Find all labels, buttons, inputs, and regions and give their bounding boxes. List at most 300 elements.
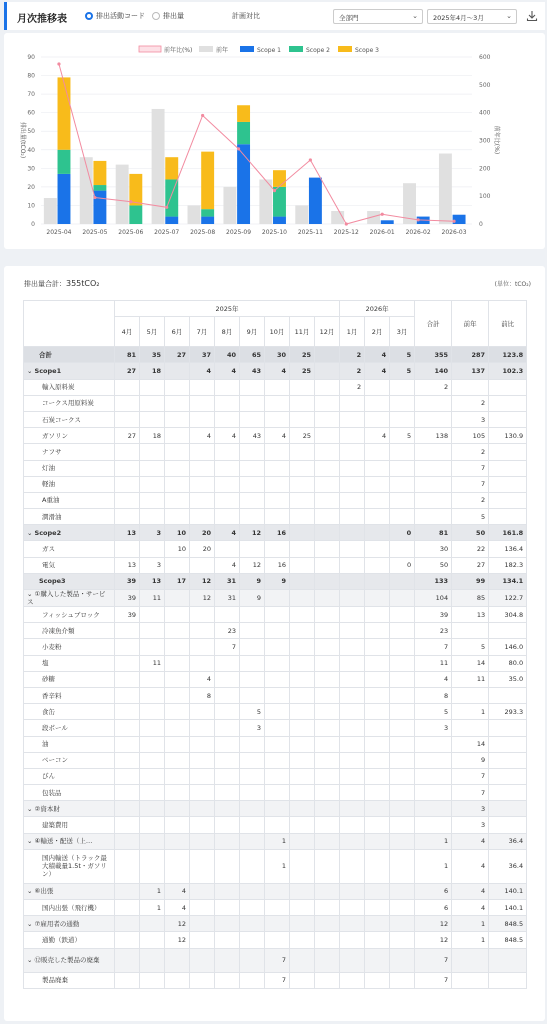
- bar-scope3: [237, 105, 250, 122]
- month-value-cell: [340, 752, 365, 768]
- month-value-cell: [340, 916, 365, 932]
- month-value-cell: [315, 460, 340, 476]
- table-row: [24, 573, 527, 589]
- month-value-cell: [140, 607, 165, 623]
- month-value-cell: [215, 849, 240, 883]
- month-value-cell: [390, 752, 415, 768]
- month-value-cell: [340, 509, 365, 525]
- month-value-cell: [340, 655, 365, 671]
- month-value-cell: [390, 900, 415, 916]
- prev-year-cell: [452, 948, 489, 972]
- x-tick-label: 2025-07: [154, 229, 180, 236]
- ratio-point: [417, 218, 420, 221]
- table-row[interactable]: [24, 883, 527, 899]
- prev-year-cell: 4: [452, 883, 489, 899]
- month-value-cell: [215, 671, 240, 687]
- month-value-cell: [365, 817, 390, 833]
- bar-scope2: [58, 150, 71, 174]
- month-value-cell: [240, 607, 265, 623]
- month-value-cell: [315, 525, 340, 541]
- table-row: [24, 379, 527, 395]
- month-value-cell: [290, 671, 315, 687]
- month-value-cell: [365, 972, 390, 988]
- month-value-cell: [290, 444, 315, 460]
- month-value-cell: 5: [390, 363, 415, 379]
- table-row[interactable]: [24, 916, 527, 932]
- month-value-cell: [115, 509, 140, 525]
- month-value-cell: [365, 948, 390, 972]
- month-value-cell: [340, 557, 365, 573]
- bar-scope1: [273, 217, 286, 224]
- month-value-cell: [190, 916, 215, 932]
- month-value-cell: [365, 801, 390, 817]
- ratio-cell: 122.7: [489, 590, 527, 607]
- total-value-cell: 138: [415, 428, 452, 444]
- month-value-cell: [365, 541, 390, 557]
- month-value-cell: [140, 752, 165, 768]
- month-value-cell: [340, 671, 365, 687]
- prev-year-cell: 4: [452, 900, 489, 916]
- radio-emission-amount[interactable]: [152, 11, 184, 21]
- month-value-cell: 9: [240, 573, 265, 589]
- month-value-cell: [190, 972, 215, 988]
- month-value-cell: [165, 395, 190, 411]
- prev-year-cell: 3: [452, 801, 489, 817]
- month-value-cell: [140, 801, 165, 817]
- month-value-cell: [115, 444, 140, 460]
- ratio-cell: [489, 460, 527, 476]
- chevron-down-icon[interactable]: ⌄: [27, 590, 35, 598]
- row-label: 香辛料: [42, 691, 62, 700]
- chevron-down-icon[interactable]: ⌄: [27, 837, 35, 846]
- month-value-cell: [215, 916, 240, 932]
- month-value-cell: [190, 623, 215, 639]
- total-value-cell: 3: [415, 720, 452, 736]
- row-label-cell: [24, 801, 115, 817]
- month-value-cell: [215, 541, 240, 557]
- month-value-cell: [190, 379, 215, 395]
- month-value-cell: [140, 687, 165, 703]
- month-value-cell: 4: [190, 428, 215, 444]
- month-value-cell: [240, 671, 265, 687]
- row-label: 段ボール: [42, 723, 68, 732]
- month-value-cell: 31: [215, 573, 240, 589]
- month-value-cell: [290, 476, 315, 492]
- table-row[interactable]: [24, 590, 527, 607]
- month-value-cell: [365, 655, 390, 671]
- month-value-cell: [240, 900, 265, 916]
- month-value-cell: [265, 932, 290, 948]
- month-value-cell: [315, 541, 340, 557]
- month-value-cell: [165, 972, 190, 988]
- month-value-cell: 20: [190, 525, 215, 541]
- month-value-cell: [265, 607, 290, 623]
- month-value-cell: [340, 639, 365, 655]
- chevron-down-icon: ⌄: [412, 12, 418, 20]
- ratio-cell: 136.4: [489, 541, 527, 557]
- x-tick-label: 2025-04: [46, 229, 72, 236]
- month-value-cell: [115, 932, 140, 948]
- header-ratio: 前比: [489, 301, 527, 347]
- month-value-cell: [215, 509, 240, 525]
- month-value-cell: [390, 883, 415, 899]
- table-card: [4, 266, 545, 1021]
- month-value-cell: [365, 785, 390, 801]
- header-month: 10月: [265, 317, 290, 347]
- ratio-cell: [489, 444, 527, 460]
- month-value-cell: [265, 379, 290, 395]
- bar-scope1: [201, 217, 214, 224]
- table-row: [24, 395, 527, 411]
- month-value-cell: [140, 932, 165, 948]
- bar-scope2: [201, 209, 214, 216]
- chevron-down-icon[interactable]: ⌄: [27, 956, 35, 965]
- total-value-cell: 39: [415, 607, 452, 623]
- month-value-cell: [315, 428, 340, 444]
- total-value-cell: 104: [415, 590, 452, 607]
- month-value-cell: 4: [165, 883, 190, 899]
- month-value-cell: [190, 639, 215, 655]
- department-select[interactable]: [333, 9, 423, 24]
- month-value-cell: [265, 704, 290, 720]
- month-value-cell: [390, 932, 415, 948]
- month-value-cell: [265, 460, 290, 476]
- month-value-cell: [315, 639, 340, 655]
- month-value-cell: 1: [265, 833, 290, 849]
- row-label: 冷凍魚介類: [42, 626, 75, 635]
- month-value-cell: [115, 671, 140, 687]
- header-blank: [24, 301, 115, 347]
- month-value-cell: [215, 687, 240, 703]
- month-value-cell: [240, 492, 265, 508]
- prev-year-cell: [452, 687, 489, 703]
- month-value-cell: [390, 833, 415, 849]
- month-value-cell: [265, 785, 290, 801]
- row-label: ⑥出張: [34, 887, 54, 896]
- month-value-cell: [115, 639, 140, 655]
- month-value-cell: [165, 752, 190, 768]
- month-value-cell: [290, 492, 315, 508]
- header-month: 6月: [165, 317, 190, 347]
- chevron-down-icon[interactable]: ⌄: [27, 804, 35, 813]
- page-title: 月次推移表: [17, 14, 67, 25]
- month-value-cell: [115, 720, 140, 736]
- month-value-cell: [340, 395, 365, 411]
- month-value-cell: [190, 557, 215, 573]
- y-tick-right: 300: [479, 137, 491, 145]
- row-label-cell: [24, 785, 115, 801]
- month-value-cell: 27: [115, 363, 140, 379]
- row-label-cell: [24, 817, 115, 833]
- month-value-cell: 12: [190, 590, 215, 607]
- month-value-cell: [290, 395, 315, 411]
- total-value-cell: [415, 768, 452, 784]
- table-row: [24, 411, 527, 427]
- prev-year-cell: 2: [452, 492, 489, 508]
- month-value-cell: 39: [115, 573, 140, 589]
- month-value-cell: [290, 720, 315, 736]
- month-value-cell: [265, 671, 290, 687]
- month-value-cell: [115, 476, 140, 492]
- bar-scope1: [309, 178, 322, 224]
- table-row: [24, 509, 527, 525]
- row-label: A重油: [42, 496, 60, 505]
- bar-scope1: [58, 174, 71, 224]
- month-value-cell: [315, 916, 340, 932]
- month-value-cell: 40: [215, 347, 240, 363]
- table-row[interactable]: [24, 525, 527, 541]
- bar-scope1: [237, 144, 250, 224]
- month-value-cell: [315, 752, 340, 768]
- month-value-cell: 10: [165, 525, 190, 541]
- month-value-cell: [315, 932, 340, 948]
- month-value-cell: [290, 883, 315, 899]
- month-value-cell: 3: [140, 557, 165, 573]
- month-value-cell: [365, 736, 390, 752]
- month-value-cell: [365, 444, 390, 460]
- monthly-chart: [4, 33, 545, 249]
- bar-prev-year: [223, 187, 236, 224]
- month-value-cell: [290, 525, 315, 541]
- prev-year-cell: 105: [452, 428, 489, 444]
- month-value-cell: 1: [140, 900, 165, 916]
- month-value-cell: [340, 704, 365, 720]
- chevron-down-icon[interactable]: ⌄: [27, 366, 35, 375]
- month-value-cell: [315, 849, 340, 883]
- table-row: [24, 492, 527, 508]
- month-value-cell: [140, 509, 165, 525]
- table-row: [24, 972, 527, 988]
- month-value-cell: [365, 590, 390, 607]
- table-row[interactable]: [24, 363, 527, 379]
- month-value-cell: [165, 833, 190, 849]
- table-row[interactable]: [24, 801, 527, 817]
- month-value-cell: [315, 687, 340, 703]
- month-value-cell: [190, 607, 215, 623]
- month-value-cell: 4: [265, 428, 290, 444]
- table-row: [24, 768, 527, 784]
- legend-label: Scope 2: [306, 47, 331, 54]
- month-value-cell: 4: [365, 347, 390, 363]
- table-row: [24, 428, 527, 444]
- prev-year-cell: 1: [452, 916, 489, 932]
- month-value-cell: [265, 768, 290, 784]
- row-label-cell: [24, 509, 115, 525]
- row-label: ナフサ: [42, 447, 62, 456]
- month-value-cell: [165, 476, 190, 492]
- month-value-cell: [190, 768, 215, 784]
- month-value-cell: 25: [290, 363, 315, 379]
- ratio-cell: [489, 768, 527, 784]
- month-value-cell: [315, 411, 340, 427]
- table-row: [24, 900, 527, 916]
- header-month: 11月: [290, 317, 315, 347]
- row-label-cell: [24, 932, 115, 948]
- month-value-cell: [390, 655, 415, 671]
- total-value-cell: 1: [415, 849, 452, 883]
- month-value-cell: [315, 444, 340, 460]
- chevron-down-icon[interactable]: ⌄: [27, 887, 35, 896]
- month-value-cell: [140, 736, 165, 752]
- ratio-cell: [489, 476, 527, 492]
- row-label: 潤滑油: [42, 512, 62, 521]
- x-tick-label: 2025-06: [118, 229, 144, 236]
- total-value-cell: [415, 460, 452, 476]
- month-value-cell: 4: [190, 671, 215, 687]
- prev-year-cell: 5: [452, 509, 489, 525]
- radio-plan-comparison[interactable]: [221, 11, 260, 21]
- month-value-cell: [315, 655, 340, 671]
- legend-swatch: [338, 46, 352, 52]
- month-value-cell: [390, 411, 415, 427]
- y-axis-label-right: 前年比(%): [493, 125, 500, 155]
- prev-year-cell: 4: [452, 833, 489, 849]
- month-value-cell: [315, 833, 340, 849]
- month-value-cell: [240, 736, 265, 752]
- month-value-cell: [365, 492, 390, 508]
- month-value-cell: [365, 411, 390, 427]
- ratio-cell: [489, 687, 527, 703]
- month-value-cell: [165, 948, 190, 972]
- month-value-cell: 10: [165, 541, 190, 557]
- prev-year-cell: 22: [452, 541, 489, 557]
- month-value-cell: [190, 704, 215, 720]
- x-tick-label: 2026-01: [369, 229, 395, 236]
- month-value-cell: [240, 972, 265, 988]
- month-value-cell: 7: [265, 972, 290, 988]
- month-value-cell: [390, 379, 415, 395]
- month-value-cell: 12: [165, 916, 190, 932]
- month-value-cell: [365, 768, 390, 784]
- chart-card: [4, 33, 545, 249]
- month-value-cell: [265, 411, 290, 427]
- period-select[interactable]: [427, 9, 517, 24]
- table-row[interactable]: [24, 833, 527, 849]
- month-value-cell: [265, 623, 290, 639]
- ratio-cell: 102.3: [489, 363, 527, 379]
- month-value-cell: [340, 444, 365, 460]
- prev-year-cell: 1: [452, 704, 489, 720]
- month-value-cell: [240, 833, 265, 849]
- month-value-cell: [265, 590, 290, 607]
- row-label: ④輸送・配送（上…: [34, 837, 93, 846]
- ratio-cell: [489, 972, 527, 988]
- month-value-cell: [290, 849, 315, 883]
- radio-emission-code[interactable]: [85, 11, 145, 21]
- ratio-cell: [489, 395, 527, 411]
- month-value-cell: [215, 704, 240, 720]
- month-value-cell: 12: [190, 573, 215, 589]
- month-value-cell: [265, 900, 290, 916]
- download-icon[interactable]: [526, 10, 538, 22]
- month-value-cell: 12: [165, 932, 190, 948]
- ratio-cell: [489, 752, 527, 768]
- row-label: フィッシュブロック: [42, 610, 100, 619]
- month-value-cell: [390, 720, 415, 736]
- header-month: 4月: [115, 317, 140, 347]
- month-value-cell: [140, 476, 165, 492]
- month-value-cell: [265, 395, 290, 411]
- ratio-cell: [489, 720, 527, 736]
- month-value-cell: [315, 883, 340, 899]
- month-value-cell: [140, 768, 165, 784]
- prev-year-cell: 1: [452, 932, 489, 948]
- month-value-cell: [115, 948, 140, 972]
- month-value-cell: [215, 948, 240, 972]
- month-value-cell: [215, 752, 240, 768]
- row-label: 輸入原料炭: [42, 383, 75, 392]
- table-row[interactable]: [24, 948, 527, 972]
- row-label: ガソリン: [42, 431, 68, 440]
- month-value-cell: [190, 801, 215, 817]
- month-value-cell: [240, 639, 265, 655]
- month-value-cell: [290, 932, 315, 948]
- y-tick-left: 10: [27, 202, 35, 210]
- month-value-cell: [365, 607, 390, 623]
- month-value-cell: [190, 395, 215, 411]
- month-value-cell: [240, 849, 265, 883]
- table-row: [24, 444, 527, 460]
- month-value-cell: [215, 833, 240, 849]
- month-value-cell: [215, 785, 240, 801]
- month-value-cell: 37: [190, 347, 215, 363]
- month-value-cell: 18: [140, 428, 165, 444]
- total-value-cell: 7: [415, 972, 452, 988]
- total-value-cell: 2: [415, 379, 452, 395]
- month-value-cell: 2: [340, 347, 365, 363]
- month-value-cell: [290, 736, 315, 752]
- ratio-point: [201, 114, 204, 117]
- chevron-down-icon: ⌄: [506, 12, 512, 20]
- month-value-cell: [390, 817, 415, 833]
- chevron-down-icon[interactable]: ⌄: [27, 919, 35, 928]
- month-value-cell: [340, 817, 365, 833]
- chevron-down-icon[interactable]: ⌄: [27, 528, 35, 537]
- month-value-cell: [290, 541, 315, 557]
- month-value-cell: [240, 801, 265, 817]
- month-value-cell: [165, 460, 190, 476]
- month-value-cell: [165, 590, 190, 607]
- prev-year-cell: 50: [452, 525, 489, 541]
- row-label: びん: [42, 772, 55, 781]
- x-tick-label: 2026-02: [405, 229, 431, 236]
- month-value-cell: [340, 428, 365, 444]
- month-value-cell: [240, 395, 265, 411]
- month-value-cell: 4: [365, 363, 390, 379]
- header-prev-year: 前年: [452, 301, 489, 347]
- month-value-cell: [265, 883, 290, 899]
- radio-label: 計画対比: [232, 12, 260, 20]
- month-value-cell: [115, 655, 140, 671]
- row-label: 合計: [39, 350, 52, 359]
- month-value-cell: [115, 883, 140, 899]
- ratio-cell: 80.0: [489, 655, 527, 671]
- month-value-cell: [340, 900, 365, 916]
- month-value-cell: [115, 752, 140, 768]
- month-value-cell: [340, 768, 365, 784]
- month-value-cell: [315, 623, 340, 639]
- month-value-cell: [340, 801, 365, 817]
- row-label-cell: [24, 687, 115, 703]
- ratio-point: [165, 206, 168, 209]
- ratio-point: [93, 196, 96, 199]
- month-value-cell: [115, 460, 140, 476]
- total-value-cell: 8: [415, 687, 452, 703]
- month-value-cell: [390, 460, 415, 476]
- month-value-cell: [215, 817, 240, 833]
- y-tick-left: 70: [27, 91, 35, 99]
- month-value-cell: [240, 379, 265, 395]
